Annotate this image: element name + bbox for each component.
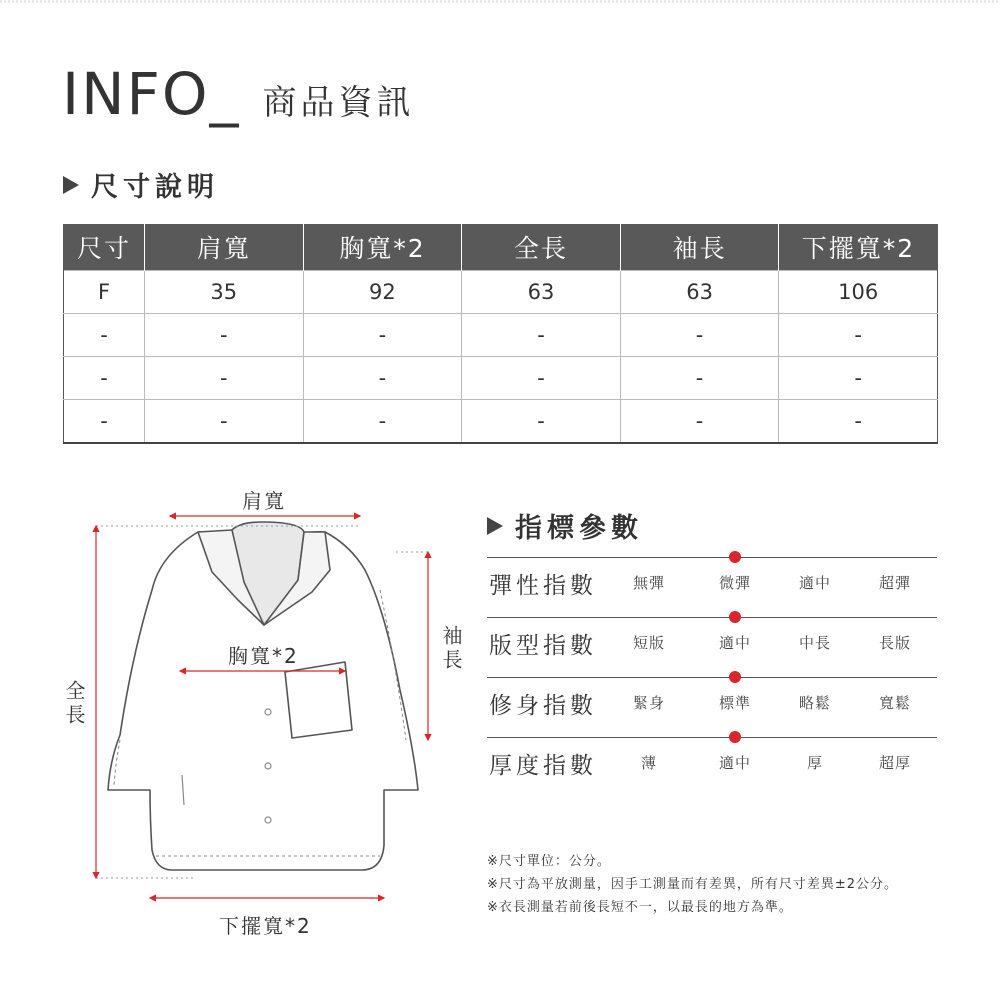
note-line: ※尺寸單位：公分。 bbox=[487, 854, 611, 869]
index-option: 適中 bbox=[718, 754, 751, 772]
index-option: 薄 bbox=[640, 754, 657, 772]
note-line: ※尺寸為平放測量，因手工測量而有差異，所有尺寸差異±2公分。 bbox=[487, 877, 899, 892]
table-cell: - bbox=[620, 314, 779, 357]
table-cell: - bbox=[620, 357, 779, 400]
index-option: 微彈 bbox=[718, 574, 751, 592]
table-cell: - bbox=[303, 357, 462, 400]
index-section-heading bbox=[487, 506, 643, 545]
index-row-line bbox=[487, 737, 937, 738]
header-cell: 尺寸 bbox=[64, 224, 145, 271]
size-section-heading bbox=[63, 165, 219, 204]
table-cell: - bbox=[462, 357, 621, 400]
index-row-name: 修身指數 bbox=[489, 693, 597, 719]
table-cell: - bbox=[462, 400, 621, 444]
triangle-icon bbox=[63, 176, 79, 194]
index-option: 中長 bbox=[798, 634, 831, 652]
index-row-name: 厚度指數 bbox=[489, 753, 597, 779]
table-cell: F bbox=[64, 271, 145, 314]
index-option: 標準 bbox=[718, 694, 751, 712]
size-table bbox=[63, 224, 938, 444]
index-option: 超彈 bbox=[878, 574, 911, 592]
table-cell: - bbox=[64, 357, 145, 400]
index-option: 長版 bbox=[878, 634, 911, 652]
header-cell: 肩寬 bbox=[145, 224, 304, 271]
header-cell: 胸寬*2 bbox=[303, 224, 462, 271]
table-cell: - bbox=[779, 400, 938, 444]
note-line: ※衣長測量若前後長短不一，以最長的地方為準。 bbox=[487, 900, 793, 915]
table-cell: - bbox=[145, 400, 304, 444]
index-option: 厚 bbox=[806, 754, 823, 772]
index-row-line bbox=[487, 617, 937, 618]
triangle-icon bbox=[487, 517, 503, 535]
index-row-elasticity bbox=[487, 557, 937, 617]
table-cell: 106 bbox=[779, 271, 938, 314]
index-option: 超厚 bbox=[878, 754, 911, 772]
index-option: 適中 bbox=[798, 574, 831, 592]
sleeve-label: 袖長 bbox=[439, 625, 463, 673]
table-cell: 63 bbox=[620, 271, 779, 314]
index-row-thickness bbox=[487, 737, 937, 797]
length-label: 全長 bbox=[62, 680, 86, 728]
title-en: INFO_ bbox=[62, 60, 241, 128]
page-title bbox=[62, 60, 415, 128]
table-cell: - bbox=[779, 314, 938, 357]
index-marker bbox=[729, 671, 741, 683]
shirt-outline bbox=[108, 522, 418, 870]
index-marker bbox=[729, 611, 741, 623]
chest-label: 胸寬*2 bbox=[228, 644, 299, 668]
index-row-name: 版型指數 bbox=[489, 633, 597, 659]
size-table-header-row bbox=[64, 224, 938, 271]
index-row-line bbox=[487, 677, 937, 678]
index-option: 短版 bbox=[632, 634, 665, 652]
top-dotted-rule bbox=[0, 0, 1000, 3]
index-option: 無彈 bbox=[632, 574, 665, 592]
table-cell: 35 bbox=[145, 271, 304, 314]
table-cell: - bbox=[620, 400, 779, 444]
table-row bbox=[64, 400, 938, 444]
index-option: 緊身 bbox=[632, 694, 665, 712]
size-notes bbox=[487, 850, 898, 919]
index-marker bbox=[729, 731, 741, 743]
table-cell: - bbox=[145, 314, 304, 357]
index-section-label: 指標參數 bbox=[515, 513, 643, 544]
index-row-name: 彈性指數 bbox=[489, 573, 597, 599]
table-row bbox=[64, 271, 938, 314]
table-cell: - bbox=[145, 357, 304, 400]
table-row bbox=[64, 357, 938, 400]
index-row-fit-length bbox=[487, 617, 937, 677]
table-cell: - bbox=[64, 400, 145, 444]
shoulder-label: 肩寬 bbox=[242, 489, 286, 513]
hem-label: 下擺寬*2 bbox=[219, 914, 312, 938]
index-option: 適中 bbox=[718, 634, 751, 652]
table-cell: - bbox=[462, 314, 621, 357]
table-cell: 92 bbox=[303, 271, 462, 314]
index-row-line bbox=[487, 557, 937, 558]
table-cell: - bbox=[303, 400, 462, 444]
index-option: 略鬆 bbox=[798, 694, 831, 712]
index-marker bbox=[729, 551, 741, 563]
table-cell: - bbox=[64, 314, 145, 357]
header-cell: 全長 bbox=[462, 224, 621, 271]
header-cell: 下擺寬*2 bbox=[779, 224, 938, 271]
table-cell: 63 bbox=[462, 271, 621, 314]
index-option: 寬鬆 bbox=[878, 694, 911, 712]
table-cell: - bbox=[303, 314, 462, 357]
table-row bbox=[64, 314, 938, 357]
header-cell: 袖長 bbox=[620, 224, 779, 271]
title-zh: 商品資訊 bbox=[262, 83, 415, 123]
table-cell: - bbox=[779, 357, 938, 400]
size-section-label: 尺寸說明 bbox=[91, 172, 219, 203]
index-row-slimness bbox=[487, 677, 937, 737]
